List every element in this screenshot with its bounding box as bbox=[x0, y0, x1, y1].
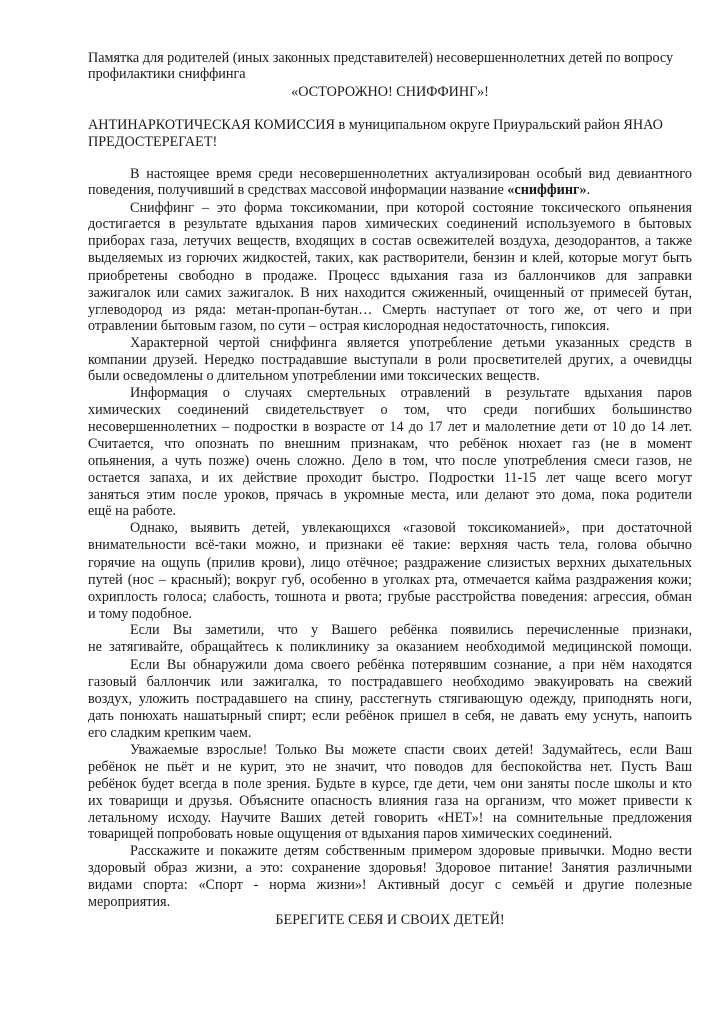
paragraph-line: приобретены свободно в продаже. Процесс вдыхания газа из баллончиков для заправки bbox=[88, 268, 692, 284]
paragraph-line: достигается в результате вдыхания паров химических соединений используемого в бытовых bbox=[88, 216, 692, 232]
paragraph-line: углеводород из ряда: метан-пропан-бутан… Смерть наступает от того же, от чего и при bbox=[88, 302, 692, 318]
paragraph-line: и тому подобное. bbox=[88, 606, 193, 622]
paragraph-line: ребёнок будет всегда в поле зрения. Будьте в курсе, где дети, чем они заняты после школы и кто bbox=[88, 776, 692, 792]
header-line: профилактики сниффинга bbox=[88, 66, 246, 82]
paragraph-line: путей (нос – красный); вокруг губ, особенно в уголках рта, отмечается кайма раздражения кожи; bbox=[88, 572, 692, 588]
paragraph-line: Однако, выявить детей, увлекающихся «газовой токсикоманией», при достаточной bbox=[130, 520, 692, 536]
paragraph-line: летальному исходу. Научите Ваших детей говорить «НЕТ»! на сомнительные предложения bbox=[88, 810, 692, 826]
paragraph-line: охриплость голоса; слабость, тошнота и рвота; грубые расстройства поведения: агрессия, обман bbox=[88, 589, 692, 605]
paragraph-line: Если Вы заметили, что у Вашего ребёнка появились перечисленные признаки, bbox=[130, 622, 692, 638]
closing-slogan: БЕРЕГИТЕ СЕБЯ И СВОИХ ДЕТЕЙ! bbox=[275, 912, 505, 928]
paragraph-line: Расскажите и покажите детям собственным примером здоровые привычки. Модно вести bbox=[130, 843, 692, 859]
paragraph-line: товарищей попробовать новые ощущения от вдыхания паров химических соединений. bbox=[88, 826, 613, 842]
paragraph-line: выделяемых из горючих жидкостей, таких, как растворители, бензин и клей, которые могут быть bbox=[88, 250, 692, 266]
term-sniffing: «сниффинг» bbox=[507, 182, 587, 198]
paragraph-line: были осведомлены о длительном употреблении ими токсических веществ. bbox=[88, 368, 540, 384]
paragraph-line: Считается, что опознать по внешним признакам, что ребёнок нюхает газ (не в момент bbox=[88, 436, 692, 452]
paragraph-line: горячие на ощупь (прилив крови), лицо отёчное; раздражение слизистых верхних дыхательных bbox=[88, 555, 692, 571]
text-fragment: поведения, получивший в средствах массовой информации название bbox=[88, 182, 508, 198]
paragraph-line: Сниффинг – это форма токсикомании, при которой состояние токсического опьянения bbox=[130, 200, 692, 216]
paragraph-line: газовый баллончик или зажигалка, то пострадавшего необходимо эвакуировать на свежий bbox=[88, 674, 692, 690]
paragraph-line: компании друзей. Нередко пострадавшие выступали в роли просветителей других, а очевидцы bbox=[88, 352, 692, 368]
paragraph-line: В настоящее время среди несовершеннолетних актуализирован особый вид девиантного bbox=[130, 166, 692, 182]
paragraph-line: химических соединений свидетельствует о том, что среди погибших большинство bbox=[88, 402, 692, 418]
paragraph-line: видами спорта: «Спорт - норма жизни»! Активный досуг с семьёй и другие полезные bbox=[88, 877, 692, 893]
paragraph-line: отравлении бытовым газом, по сути – острая кислородная недостаточность, гипоксия. bbox=[88, 318, 610, 334]
commission-line: АНТИНАРКОТИЧЕСКАЯ КОМИССИЯ в муниципальном округе Приуральский район ЯНАО bbox=[88, 117, 663, 133]
slogan: «ОСТОРОЖНО! СНИФФИНГ»! bbox=[291, 84, 489, 100]
paragraph-line: мероприятия. bbox=[88, 894, 171, 910]
commission-line: ПРЕДОСТЕРЕГАЕТ! bbox=[88, 134, 218, 150]
text-fragment: . bbox=[586, 182, 591, 198]
paragraph-line: Характерной чертой сниффинга является употребление детьми указанных средств в bbox=[130, 335, 692, 351]
paragraph-line: их товарищи и друзья. Объясните опасность влияния газа на организм, что может привести к bbox=[88, 793, 692, 809]
paragraph-line: ещё на работе. bbox=[88, 503, 177, 519]
paragraph-line: зажигалок или самих зажигалок. В них находится сжиженный, очищенный от примесей бутан, bbox=[88, 285, 692, 301]
paragraph-line: внимательности всё-таки можно, и признаки её такие: верхняя часть тела, голова обычно bbox=[88, 537, 692, 553]
paragraph-line: Информация о случаях смертельных отравлений в результате вдыхания паров bbox=[130, 385, 692, 401]
paragraph-line: дать понюхать нашатырный спирт; если ребёнок пришел в себя, не давать ему уснуть, напоить bbox=[88, 708, 692, 724]
paragraph-line: ребёнок не пьёт и не курит, это не значит, что поводов для беспокойства нет. Пусть Ваш bbox=[88, 759, 692, 775]
paragraph-line: приборах газа, летучих веществ, входящих в состав освежителей воздуха, дезодорантов, а также bbox=[88, 233, 692, 249]
paragraph-line: Если Вы обнаружили дома своего ребёнка потерявшим сознание, а при нём находятся bbox=[130, 657, 692, 673]
paragraph-line bbox=[88, 182, 590, 198]
header-line: Памятка для родителей (иных законных представителей) несовершеннолетних детей по вопросу bbox=[88, 50, 674, 66]
paragraph-line: Уважаемые взрослые! Только Вы можете спасти своих детей! Задумайтесь, если Ваш bbox=[130, 742, 692, 758]
paragraph-line: его сладким крепким чаем. bbox=[88, 725, 252, 741]
paragraph-line: не затягивайте, обращайтесь к поликлинику за оказанием необходимой медицинской помощи. bbox=[88, 639, 692, 655]
paragraph-line: здоровый образ жизни, а это: сохранение здоровья! Здоровое питание! Занятия различными bbox=[88, 860, 692, 876]
paragraph-line: воздух, уложить пострадавшего на спину, расстегнуть стягивающую одежду, приподнять ноги, bbox=[88, 691, 692, 707]
paragraph-line: заняться этим после уроков, прячась в укромные места, или делают это дома, пока родители bbox=[88, 487, 692, 503]
paragraph-line: несовершеннолетних – подростки в возрасте от 14 до 17 лет и малолетние дети от 10 до 14 лет. bbox=[88, 419, 692, 435]
paragraph-line: опьянения, а чуть позже) очень сложно. Дело в том, что после употребления смеси газов, не bbox=[88, 453, 692, 469]
paragraph-line: остается запаха, и их действие проходит быстро. Подростки 11-15 лет чаще всего могут bbox=[88, 470, 692, 486]
